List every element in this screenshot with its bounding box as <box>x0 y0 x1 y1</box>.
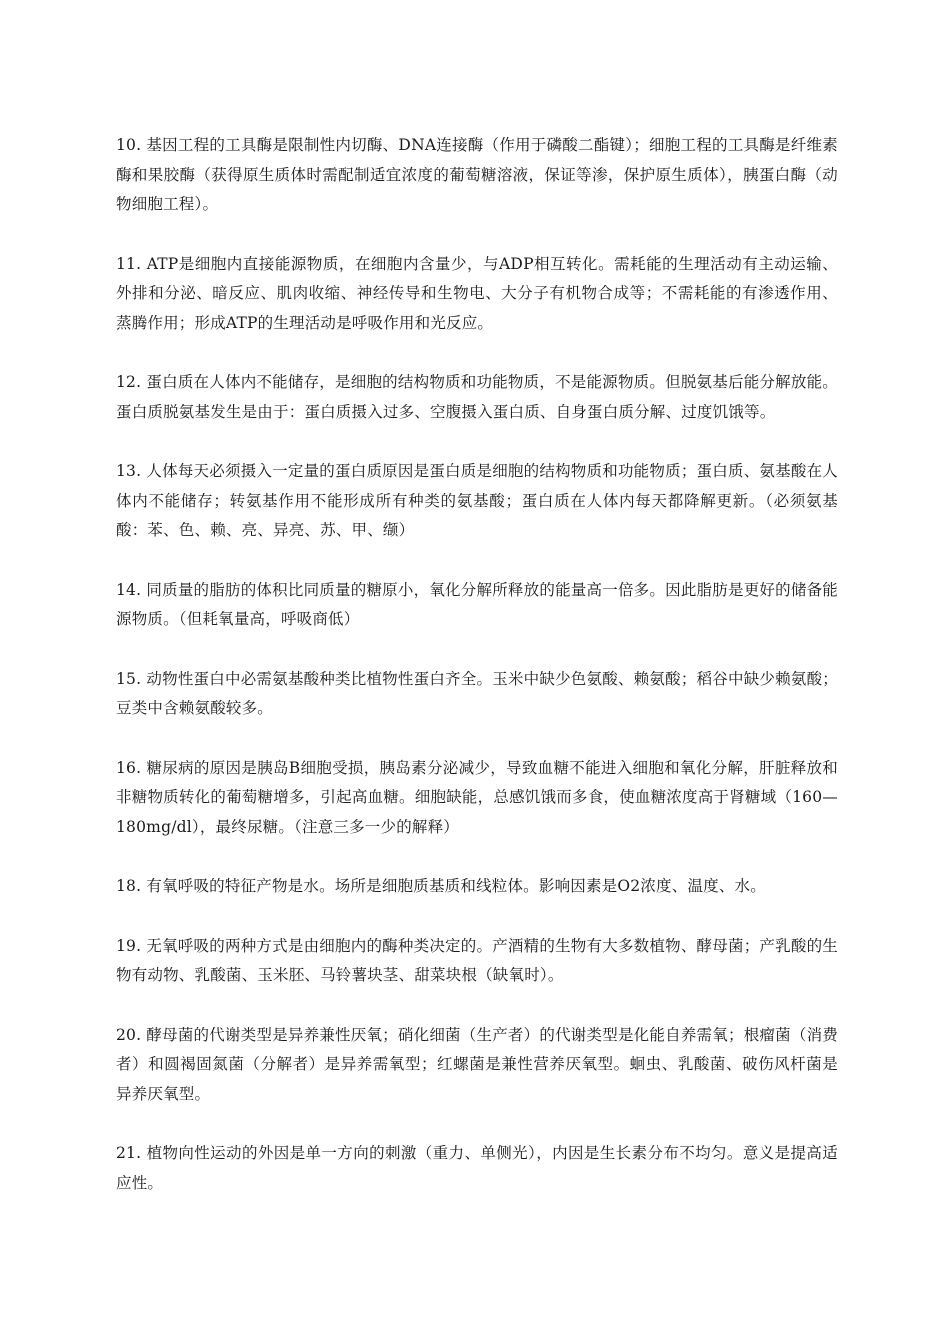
paragraph-12: 12. 蛋白质在人体内不能储存，是细胞的结构物质和功能物质，不是能源物质。但脱氨基后能分解放能。蛋白质脱氨基发生是由于：蛋白质摄入过多、空腹摄入蛋白质、自身蛋白质分解、过度饥饿等。 <box>116 373 838 421</box>
paragraph-14: 14. 同质量的脂肪的体积比同质量的糖原小，氧化分解所释放的能量高一倍多。因此脂肪是更好的储备能源物质。（但耗氧量高，呼吸商低） <box>116 580 838 628</box>
document-body <box>116 131 838 1228</box>
paragraph-18: 18. 有氧呼吸的特征产物是水。场所是细胞质基质和线粒体。影响因素是O2浓度、温度、水。 <box>116 877 766 895</box>
paragraph-10: 10. 基因工程的工具酶是限制性内切酶、DNA连接酶（作用于磷酸二酯键）；细胞工程的工具酶是纤维素酶和果胶酶（获得原生质体时需配制适宜浓度的葡萄糖溶液，保证等渗，保护原生质体），胰蛋白酶（动物细胞工程）。 <box>116 136 838 213</box>
paragraph-11: 11. ATP是细胞内直接能源物质，在细胞内含量少，与ADP相互转化。需耗能的生理活动有主动运输、外排和分泌、暗反应、肌肉收缩、神经传导和生物电、大分子有机物合成等；不需耗能的有渗透作用、蒸腾作用；形成ATP的生理活动是呼吸作用和光反应。 <box>116 254 838 332</box>
paragraph-20: 20. 酵母菌的代谢类型是异养兼性厌氧；硝化细菌（生产者）的代谢类型是化能自养需氧；根瘤菌（消费者）和圆褐固氮菌（分解者）是异养需氧型；红螺菌是兼性营养厌氧型。蛔虫、乳酸菌、破伤风杆菌是异养厌氧型。 <box>116 1025 838 1103</box>
paragraph-13: 13. 人体每天必须摄入一定量的蛋白质原因是蛋白质是细胞的结构物质和功能物质；蛋白质、氨基酸在人体内不能储存；转氨基作用不能形成所有种类的氨基酸；蛋白质在人体内每天都降解更新。（必须氨基酸：苯、色、赖、亮、异亮、苏、甲、缬） <box>116 462 838 539</box>
paragraph-21: 21. 植物向性运动的外因是单一方向的刺激（重力、单侧光），内因是生长素分布不均匀。意义是提高适应性。 <box>116 1144 838 1192</box>
paragraph-15: 15. 动物性蛋白中必需氨基酸种类比植物性蛋白齐全。玉米中缺少色氨酸、赖氨酸；稻谷中缺少赖氨酸；豆类中含赖氨酸较多。 <box>116 669 838 717</box>
paragraph-16: 16. 糖尿病的原因是胰岛B细胞受损，胰岛素分泌减少，导致血糖不能进入细胞和氧化分解，肝脏释放和非糖物质转化的葡萄糖增多，引起高血糖。细胞缺能，总感饥饿而多食，使血糖浓度高于肾糖域（160—180mg/dl），最终尿糖。（注意三多一少的解释） <box>116 758 838 836</box>
paragraph-19: 19. 无氧呼吸的两种方式是由细胞内的酶种类决定的。产酒精的生物有大多数植物、酵母菌；产乳酸的生物有动物、乳酸菌、玉米胚、马铃薯块茎、甜菜块根（缺氧时）。 <box>116 936 838 984</box>
